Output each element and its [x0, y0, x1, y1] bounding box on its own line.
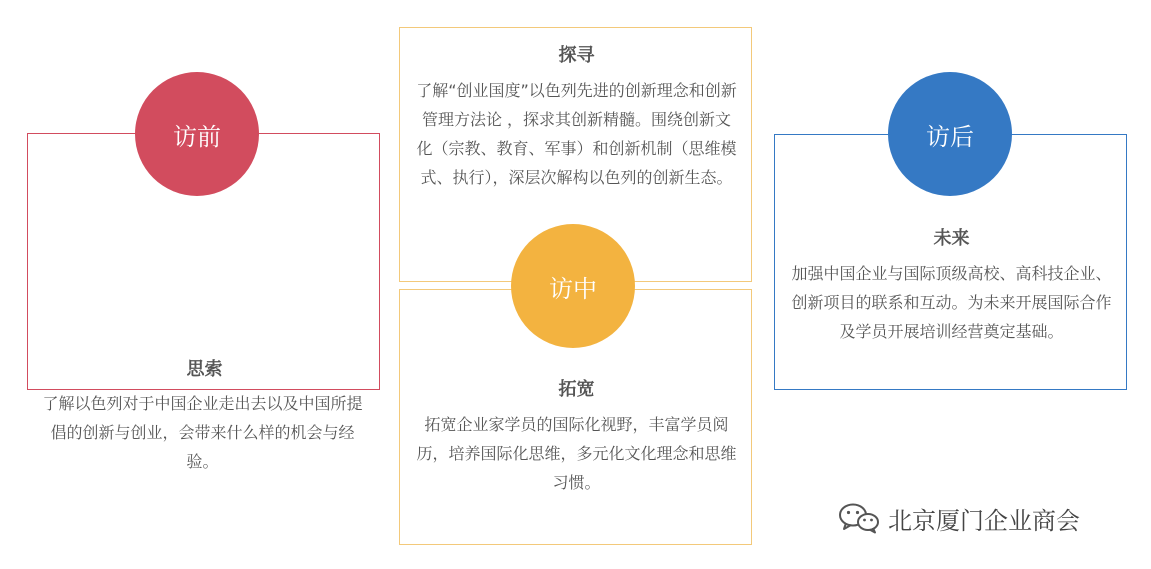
card-title-broaden: 拓宽	[558, 379, 595, 400]
card-body-reflection: 了解以色列对于中国企业走出去以及中国所提倡的创新与创业，会带来什么样的机会与经验。	[42, 394, 363, 471]
watermark	[838, 500, 1080, 536]
stage-circle-before	[135, 72, 259, 196]
card-body-broaden: 拓宽企业家学员的国际化视野，丰富学员阅历，培养国际化思维，多元化文化理念和思维习惯。	[416, 415, 737, 492]
card-body-future: 加强中国企业与国际顶级高校、高科技企业、创新项目的联系和互动。为未来开展国际合作及学员开展培训经营奠定基础。	[791, 264, 1112, 341]
card-title-explore: 探寻	[558, 45, 595, 66]
stage-label-during: 访中	[549, 274, 597, 303]
card-title-reflection: 思索	[186, 359, 223, 380]
wechat-icon	[838, 502, 880, 534]
watermark-text: 北京厦门企业商会	[888, 506, 1080, 535]
stage-circle-during	[511, 224, 635, 348]
stage-label-after: 访后	[926, 122, 974, 151]
card-body-explore: 了解“创业国度”以色列先进的创新理念和创新管理方法论 ，探求其创新精髓。围绕创新文化（宗教、教育、军事）和创新机制（思维模式、执行），深层次解构以色列的创新生态。	[416, 81, 737, 187]
card-title-future: 未来	[933, 228, 970, 249]
stage-circle-after	[888, 72, 1012, 196]
stage-label-before: 访前	[173, 122, 221, 151]
